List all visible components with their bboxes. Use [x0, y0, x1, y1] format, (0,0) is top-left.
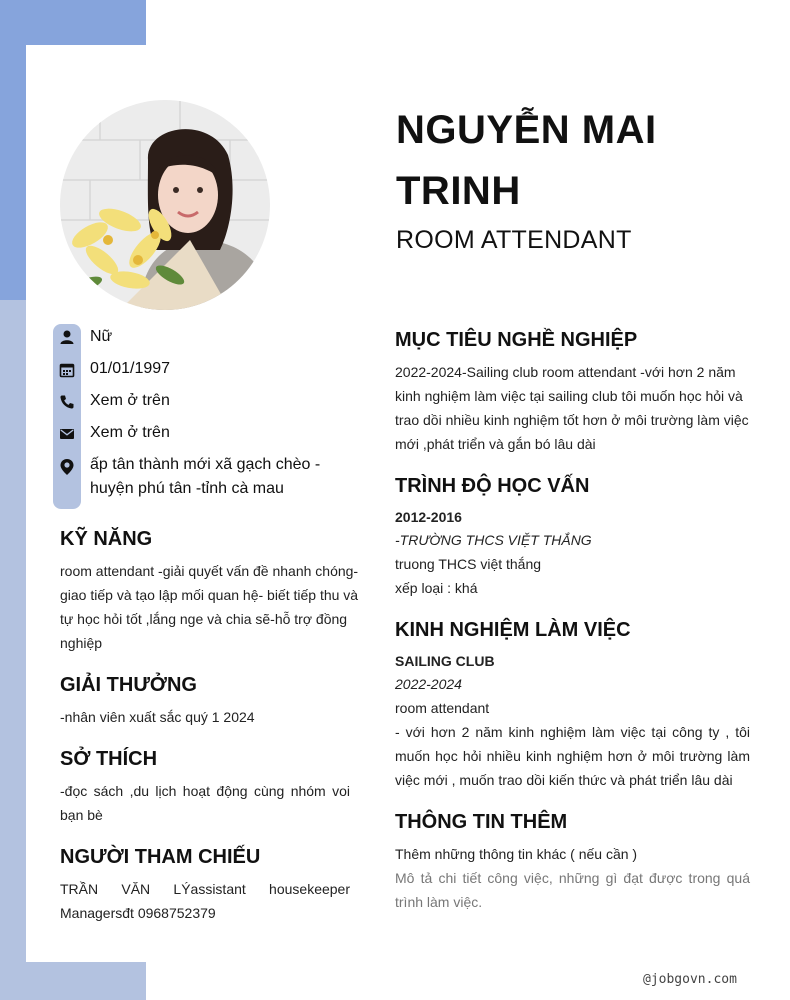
contact-email: Xem ở trên — [90, 424, 170, 441]
contact-gender: Nữ — [90, 328, 113, 345]
contact-phone: Xem ở trên — [90, 392, 170, 409]
additional-heading: THÔNG TIN THÊM — [395, 811, 568, 833]
education-school: -TRƯỜNG THCS VIỆT THẮNG — [395, 532, 592, 548]
phone-icon — [59, 394, 75, 410]
references-heading: NGƯỜI THAM CHIẾU — [60, 846, 261, 868]
person-icon — [59, 329, 75, 345]
education-period: 2012-2016 — [395, 509, 462, 525]
additional-line-1: Thêm những thông tin khác ( nếu cần ) — [395, 846, 638, 862]
skills-heading: KỸ NĂNG — [60, 528, 153, 550]
experience-heading: KINH NGHIỆM LÀM VIỆC — [395, 619, 631, 641]
email-icon — [59, 426, 75, 442]
education-line-1: truong THCS việt thắng — [395, 556, 542, 572]
experience-period: 2022-2024 — [395, 676, 462, 692]
education-heading: TRÌNH ĐỘ HỌC VẤN — [395, 475, 590, 497]
contact-icon-bar — [53, 324, 81, 509]
experience-company: SAILING CLUB — [395, 653, 495, 669]
additional-line-2: Mô tả chi tiết công việc, những gì đạt được trong quá trình làm việc. — [395, 870, 750, 910]
objective-text: 2022-2024-Sailing club room attendant -với hơn 2 năm kinh nghiệm làm việc tại sailing club tôi muốn học hỏi và trao dồi nhiều kinh nghiệm tốt hơn ở môi trường làm việc mới ,phát triển và gắn bó lâu dài — [395, 364, 749, 452]
education-line-2: xếp loại : khá — [395, 580, 478, 596]
candidate-name: NGUYỄN MAI TRINH — [396, 108, 657, 213]
experience-position: room attendant — [395, 700, 490, 716]
profile-photo-illustration — [60, 100, 270, 310]
candidate-title: ROOM ATTENDANT — [396, 226, 632, 254]
profile-photo — [60, 100, 270, 310]
calendar-icon — [59, 362, 75, 378]
location-pin-icon — [59, 458, 75, 476]
contact-birthday: 01/01/1997 — [90, 360, 171, 377]
objective-heading: MỤC TIÊU NGHỀ NGHIỆP — [395, 329, 638, 351]
hobbies-text: -đọc sách ,du lịch hoạt động cùng nhóm voi bạn bè — [60, 783, 350, 823]
footer-brand: @jobgovn.com — [643, 972, 737, 987]
experience-description: - với hơn 2 năm kinh nghiệm làm việc tại công ty , tôi muốn học hỏi nhiều kinh nghiệm hơn ở môi trường làm việc mới , muốn trao dồi kiến thức và phát triển lâu dài — [395, 724, 750, 788]
awards-heading: GIẢI THƯỞNG — [60, 674, 197, 696]
contact-address: ấp tân thành mới xã gạch chèo - huyện phú tân -tỉnh cà mau — [90, 456, 321, 497]
skills-text: room attendant -giải quyết vấn đề nhanh chóng-giao tiếp và tạo lập mối quan hệ- biết tiếp thu và tự học hỏi tốt ,lắng nge và chia sẽ-hỗ trợ đồng nghiệp — [60, 563, 359, 651]
awards-text: -nhân viên xuất sắc quý 1 2024 — [60, 709, 255, 725]
references-text: TRẦN VĂN LÝassistant housekeeper Managersđt 0968752379 — [60, 881, 350, 921]
hobbies-heading: SỞ THÍCH — [60, 748, 158, 770]
